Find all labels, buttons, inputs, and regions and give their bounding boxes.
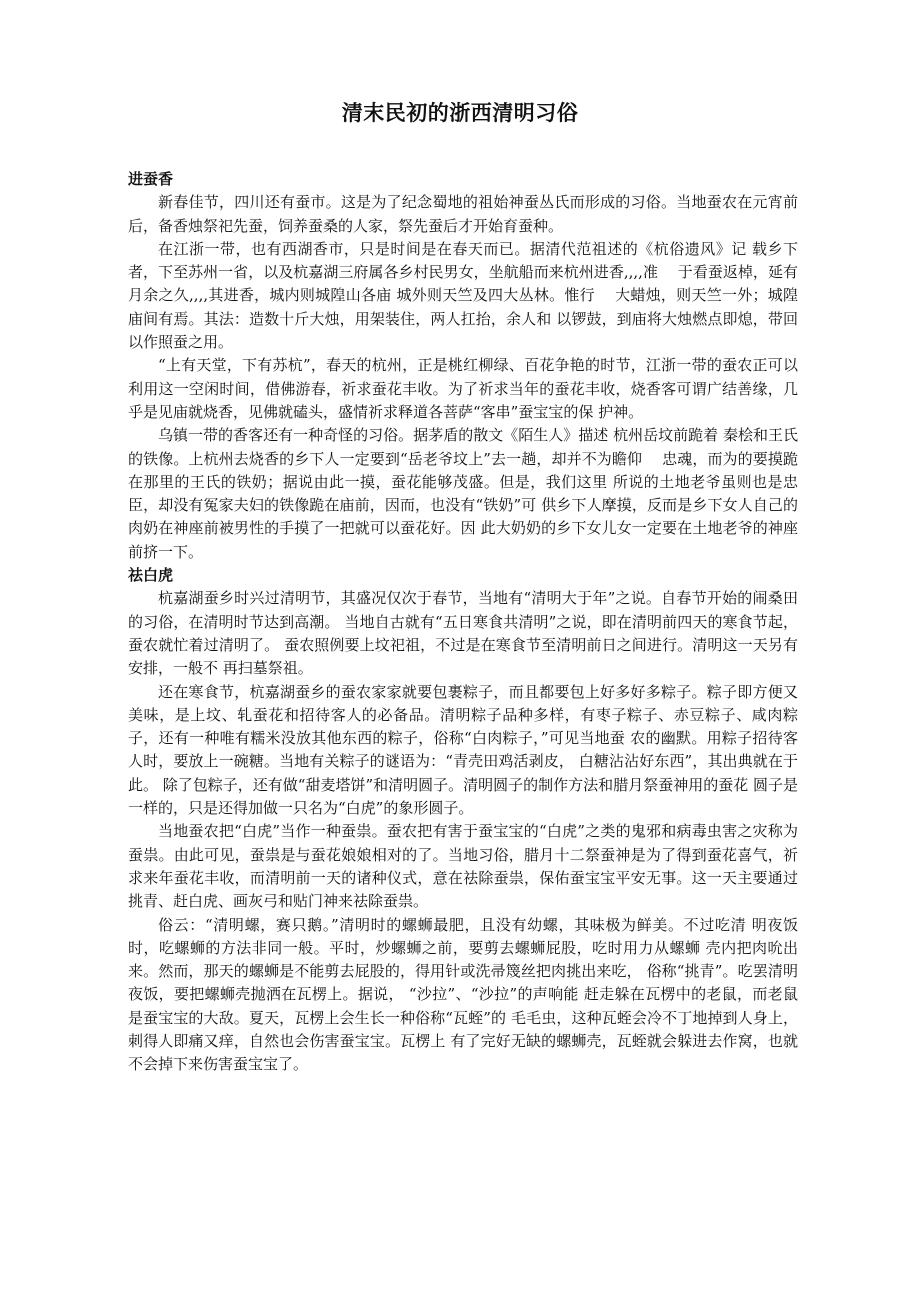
paragraph: 当地蚕农把“白虎”当作一种蚕祟。蚕农把有害于蚕宝宝的“白虎”之类的鬼邪和病毒虫害之灾称为蚕祟。由此可见，蚕祟是与蚕花娘娘相对的了。当地习俗，腊月十二祭蚕神是为了得到蚕花喜气，祈求来年蚕花丰收，而清明前一天的诸种仪式，意在祛除蚕祟，保佑蚕宝宝平安无事。这一天主要通过挑青、赶白虎、画灰弓和贴门神来祛除蚕祟。	[128, 822, 798, 911]
paragraph: 在江浙一带，也有西湖香市，只是时间是在春天而已。据清代范祖述的《杭俗遗风》记 载乡下者，下至苏州一省，以及杭嘉湖三府属各乡村民男女，坐航船而来杭州进香,,,,准 于看蚕返棹，延有月余之久,,,,其进香，城内则城隍山各庙 城外则天竺及四大丛林。惟行 大蜡烛，则天竺一外；城隍庙间有焉。其法：造数十斤大烛，用架装住，两人扛抬，余人和 以锣鼓，到庙将大烛燃点即熄，带回以作照蚕之用。	[128, 239, 798, 352]
paragraph: “上有天堂，下有苏杭”，春天的杭州，正是桃红柳绿、百花争艳的时节，江浙一带的蚕农正可以利用这一空闲时间，借佛游春，祈求蚕花丰收。为了祈求当年的蚕花丰收，烧香客可谓广结善缘，几乎是见庙就烧香，见佛就磕头，盛情祈求释道各菩萨“客串”蚕宝宝的保 护神。	[128, 356, 798, 421]
paragraph: 还在寒食节，杭嘉湖蚕乡的蚕农家家就要包裹粽子，而且都要包上好多好多粽子。粽子即方便又美味，是上坟、轧蚕花和招待客人的必备品。清明粽子品种多样，有枣子粽子、赤豆粽子、咸肉粽子，还有一种唯有糯米没放其他东西的粽子，俗称“白肉粽子，”可见当地蚕 农的幽默。用粽子招待客人时，要放上一碗糖。当地有关粽子的谜语为：“青壳田鸡活剥皮， 白糖沾沾好东西”，其出典就在于此。 除了包粽子，还有做“甜麦塔饼”和清明圆子。清明圆子的制作方法和腊月祭蚕神用的蚕花 圆子是一样的，只是还得加做一只名为“白虎”的象形圆子。	[128, 682, 798, 818]
paragraph: 俗云：“清明螺，赛只鹅。”清明时的螺蛳最肥，且没有幼螺，其味极为鲜美。不过吃清 明夜饭时，吃螺蛳的方法非同一般。平时，炒螺蛳之前，要剪去螺蛳屁股，吃时用力从螺蛳 壳内把肉吮出来。然而，那天的螺蛳是不能剪去屁股的，得用针或洗帚篾丝把肉挑出来吃， 俗称“挑青”。吃罢清明夜饭，要把螺蛳壳抛洒在瓦楞上。据说， “沙拉”、“沙拉”的声响能 赶走躲在瓦楞中的老鼠，而老鼠是蚕宝宝的大敌。夏天，瓦楞上会生长一种俗称“瓦蛭”的 毛毛虫，这种瓦蛭会冷不丁地掉到人身上，刺得人即痛又痒，自然也会伤害蚕宝宝。瓦楞上 有了完好无缺的螺蛳壳，瓦蛭就会躲进去作窝，也就不会掉下来伤害蚕宝宝了。	[128, 915, 798, 1074]
section-heading: 进蚕香	[128, 170, 174, 188]
section-jin-can-xiang	[128, 168, 798, 564]
paragraph: 杭嘉湖蚕乡时兴过清明节，其盛况仅次于春节，当地有“清明大于年”之说。自春节开始的闹桑田的习俗，在清明时节达到高潮。 当地自古就有“五日寒食共清明”之说，即在清明前四天的寒食节起，蚕农就忙着过清明了。 蚕农照例要上坟祀祖，不过是在寒食节至清明前日之间进行。清明这一天另有安排，一般不 再扫墓祭祖。	[128, 589, 798, 678]
paragraph: 新春佳节，四川还有蚕市。这是为了纪念蜀地的祖始神蚕丛氏而形成的习俗。当地蚕农在元宵前后，备香烛祭祀先蚕，饲养蚕桑的人家，祭先蚕后才开始育蚕种。	[128, 193, 798, 235]
section-heading: 祛白虎	[128, 566, 174, 585]
page-title: 清末民初的浙西清明习俗	[341, 101, 579, 125]
document-body	[128, 168, 798, 1077]
paragraph: 乌镇一带的香客还有一种奇怪的习俗。据茅盾的散文《陌生人》描述 杭州岳坟前跪着 秦桧和王氏的铁像。上杭州去烧香的乡下人一定要到“岳老爷坟上”去一趟，却并不为瞻仰 忠魂，而为的要摸跪在那里的王氏的铁奶；据说由此一摸，蚕花能够茂盛。但是，我们这里 所说的土地老爷虽则也是忠臣，却没有冤家夫妇的铁像跪在庙前，因而，也没有“铁奶”可 供乡下人摩摸，反而是乡下女人自己的肉奶在神座前被男性的手摸了一把就可以蚕花好。因 此大奶奶的乡下女儿女一定要在土地老爷的神座前挤一下。	[128, 426, 798, 561]
section-qu-bai-hu	[128, 564, 798, 1077]
